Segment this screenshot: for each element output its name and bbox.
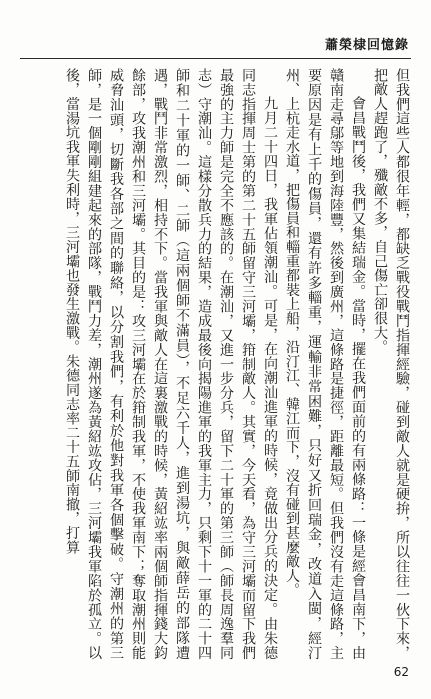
vertical-text-body	[17, 68, 413, 660]
paragraph-2: 會昌戰鬥後，我們又集結瑞金。當時，擺在我們面前的有兩條路：一條是經會昌南下，由贛南走尋鄔等地到海陸豐，然後到廣州，這條路是捷徑，距離最短。但我們沒有走這條路，主要原因是有上千的傷員，還有許多輜重，運輸非常困難，只好又折回瑞金，改道入閩，經汀州、上杭走水道，把傷員和輜重都裝上船，沿汀江、韓江而下，沒有碰到甚麼敵人。	[284, 68, 366, 660]
paragraph-3: 九月二十四日，我軍佔領潮汕。可是，在向潮汕進軍的時候，竟做出分兵的決定。由朱德同志指揮周士第的第二十五師留守三河壩，箝制敵人。其實，今天看，為守三河壩而留下我們最強的主力師是完全不應該的。在潮汕，又進一步分兵，留下二十軍的第三師（師長周逸羣同志）守潮汕。這樣分散兵力的結果，造成最後向揭陽進軍的我軍主力，只剩下十一軍的二十四師和二十軍的一師、二師（這兩個師不滿員），不足六千人，進到湯坑，與敵薛岳的部隊遭遇，戰鬥非常激烈，相持不下。當我軍與敵人在這裏激戰的時候，黃紹竑率兩個師指揮錢大鈞餘部，攻我潮州和三河壩。其目的是：攻三河壩在於箝制我軍，不使我軍南下；奪取潮州則能威脅汕頭，切斷我各部之間的聯絡，以分割我們，有利於他對我軍各個擊破。守潮州的第三師，是一個剛剛組建起來的部隊，戰鬥力差，潮州遂為黃紹竑攻佔，三河壩我軍陷於孤立。以後，當湯坑我軍失利時，三河壩也發生激戰。朱德同志率二十五師南撤，打算	[64, 68, 278, 660]
paragraph-1: 但我們這些人都很年輕，都缺乏戰役戰鬥指揮經驗，碰到敵人就是硬拚，所以往往一伙下來，把敵人趕跑了，殲敵不多，自己傷亡卻很大。	[372, 68, 410, 660]
page-number: 62	[393, 665, 409, 679]
running-header-title: 蕭榮棣回憶錄	[324, 38, 409, 53]
header-divider	[20, 58, 411, 59]
